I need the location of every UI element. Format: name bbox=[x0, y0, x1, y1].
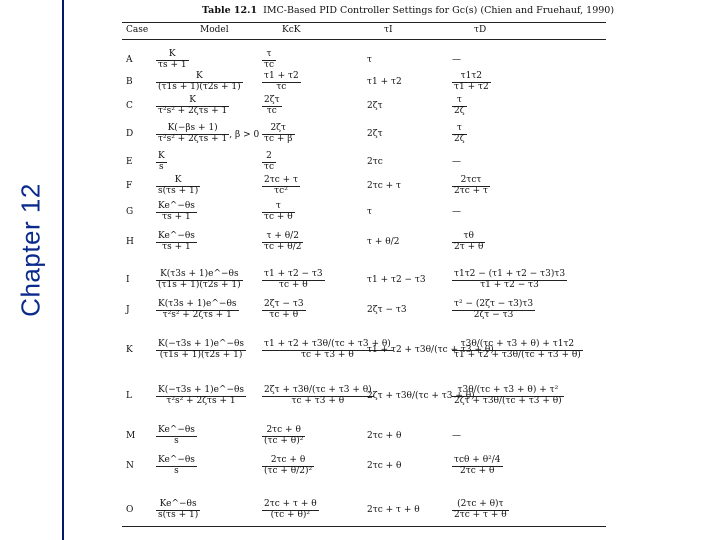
taud-fraction bbox=[452, 232, 485, 253]
kck-fraction-denominator: (τc + θ)² bbox=[270, 509, 310, 520]
row-kck bbox=[262, 232, 303, 253]
row-case: J bbox=[126, 305, 130, 315]
top-rule bbox=[122, 22, 606, 23]
model-fraction bbox=[156, 386, 246, 407]
row-kck bbox=[262, 96, 282, 117]
kck-fraction-numerator: 2τc + τ + θ bbox=[264, 499, 317, 509]
taud-value: — bbox=[452, 207, 461, 217]
model-fraction bbox=[156, 426, 197, 447]
model-fraction-numerator: K(τ3s + 1)e^−θs bbox=[156, 270, 243, 281]
model-fraction bbox=[156, 50, 189, 71]
model-fraction-denominator: τ²s² + 2ζτs + 1 bbox=[158, 133, 228, 144]
kck-fraction bbox=[262, 176, 300, 197]
kck-fraction-numerator: 2ζτ − τ3 bbox=[264, 299, 304, 309]
row-taud bbox=[452, 208, 461, 218]
kck-fraction-denominator: τc bbox=[264, 161, 275, 172]
kck-fraction-denominator: τc + τ3 + θ bbox=[291, 395, 345, 406]
row-taud bbox=[452, 386, 564, 407]
taud-fraction-denominator: τ1 + τ2 + τ3θ/(τc + τ3 + θ) bbox=[454, 349, 581, 360]
row-kck bbox=[262, 270, 325, 291]
row-taui: 2τc + θ bbox=[367, 431, 402, 441]
taud-fraction bbox=[452, 340, 583, 361]
row-taud bbox=[452, 158, 461, 168]
taud-fraction-denominator: τ1 + τ2 bbox=[454, 81, 489, 92]
row-kck bbox=[262, 176, 300, 197]
row-taui: 2ζτ bbox=[367, 101, 383, 111]
kck-fraction-denominator: (τc + θ)² bbox=[264, 435, 304, 446]
model-fraction-numerator: K(−βs + 1) bbox=[156, 124, 229, 135]
taud-fraction-denominator: 2τ + θ bbox=[454, 241, 484, 252]
header-model: Model bbox=[200, 25, 229, 35]
row-case: A bbox=[126, 55, 133, 65]
kck-fraction bbox=[262, 72, 301, 93]
taud-fraction-denominator: 2τc + τ + θ bbox=[454, 509, 507, 520]
row-case: N bbox=[126, 461, 134, 471]
row-model bbox=[156, 202, 197, 223]
row-case: H bbox=[126, 237, 134, 247]
taud-fraction-denominator: 2ζ bbox=[454, 105, 465, 116]
taud-fraction-denominator: 2ζτ − τ3 bbox=[473, 309, 514, 320]
model-fraction bbox=[156, 340, 246, 361]
header-taud: τD bbox=[474, 25, 487, 35]
kck-fraction bbox=[262, 270, 325, 291]
kck-fraction-numerator: 2τc + θ bbox=[262, 456, 314, 467]
row-case: F bbox=[126, 181, 133, 191]
taud-fraction-numerator: τ1τ2 bbox=[452, 72, 491, 83]
kck-fraction-numerator: 2ζτ bbox=[264, 95, 280, 105]
model-fraction-numerator: K(τ3s + 1)e^−θs bbox=[158, 299, 237, 309]
row-taud bbox=[452, 340, 583, 361]
taud-fraction bbox=[452, 270, 567, 291]
row-model bbox=[156, 72, 243, 93]
model-fraction-numerator: K bbox=[156, 176, 200, 187]
model-fraction-denominator: (τ1s + 1)(τ2s + 1) bbox=[159, 349, 243, 360]
row-taud bbox=[452, 500, 509, 521]
taud-fraction bbox=[452, 176, 490, 197]
taud-fraction bbox=[452, 456, 503, 477]
model-fraction-denominator: s(τs + 1) bbox=[158, 185, 199, 196]
kck-fraction-numerator: τ + θ/2 bbox=[262, 232, 303, 243]
taud-fraction-numerator: τ bbox=[452, 96, 467, 107]
row-taui: 2τc bbox=[367, 157, 383, 167]
model-fraction-denominator: τs + 1 bbox=[158, 59, 187, 70]
row-taui: 2ζτ − τ3 bbox=[367, 305, 407, 315]
kck-fraction-numerator: τ1 + τ2 − τ3 bbox=[264, 269, 323, 279]
row-case: G bbox=[126, 207, 134, 217]
row-kck bbox=[262, 300, 306, 321]
model-fraction-numerator: Ke^−θs bbox=[156, 500, 200, 511]
taud-fraction-numerator: τθ bbox=[452, 232, 485, 243]
model-fraction bbox=[156, 270, 243, 291]
row-taud bbox=[452, 270, 567, 291]
model-fraction-denominator: (τ1s + 1)(τ2s + 1) bbox=[158, 81, 241, 92]
row-taui: 2τc + θ bbox=[367, 461, 402, 471]
kck-fraction-denominator: τc bbox=[264, 59, 275, 70]
model-fraction-numerator: Ke^−θs bbox=[158, 231, 195, 241]
kck-fraction-denominator: τc² bbox=[274, 185, 288, 196]
model-fraction bbox=[156, 124, 229, 145]
header-case: Case bbox=[126, 25, 149, 35]
row-case: M bbox=[126, 431, 136, 441]
row-kck bbox=[262, 152, 276, 173]
row-kck bbox=[262, 50, 276, 71]
model-fraction-numerator: K(−τ3s + 1)e^−θs bbox=[158, 339, 245, 349]
row-model bbox=[156, 340, 246, 361]
model-fraction-denominator: s(τs + 1) bbox=[158, 509, 199, 520]
row-case: C bbox=[126, 101, 133, 111]
kck-fraction-numerator: 2 bbox=[262, 152, 276, 163]
model-fraction-denominator: (τ1s + 1)(τ2s + 1) bbox=[158, 279, 241, 290]
model-fraction bbox=[156, 300, 239, 321]
taud-fraction-numerator: τ3θ/(τc + τ3 + θ) + τ1τ2 bbox=[452, 340, 583, 351]
table-caption bbox=[202, 5, 615, 16]
model-fraction-denominator: τs + 1 bbox=[162, 241, 191, 252]
row-kck bbox=[262, 500, 319, 521]
kck-fraction-numerator: 2ζτ + τ3θ/(τc + τ3 + θ) bbox=[264, 385, 372, 395]
chapter-label: Chapter 12 bbox=[15, 183, 46, 317]
kck-fraction-denominator: τc bbox=[276, 81, 287, 92]
kck-fraction-numerator: 2τc + τ bbox=[264, 175, 298, 185]
taud-fraction-denominator: 2ζτ + τ3θ/(τc + τ3 + θ) bbox=[454, 395, 562, 406]
row-model bbox=[156, 300, 239, 321]
model-fraction-numerator: Ke^−θs bbox=[158, 425, 195, 435]
row-model bbox=[156, 176, 200, 197]
model-fraction-numerator: K bbox=[156, 72, 243, 83]
row-taui: τ1 + τ2 + τ3θ/(τc + τ3 + θ) bbox=[367, 345, 494, 355]
model-fraction bbox=[156, 96, 229, 117]
taud-fraction-denominator: 2τc + θ bbox=[460, 465, 495, 476]
taud-fraction bbox=[452, 500, 509, 521]
taud-value: — bbox=[452, 431, 461, 441]
header-rule bbox=[122, 39, 606, 40]
row-taud bbox=[452, 232, 485, 253]
taud-fraction-numerator: τ3θ/(τc + τ3 + θ) + τ² bbox=[452, 386, 564, 397]
bottom-rule bbox=[122, 526, 606, 527]
row-kck bbox=[262, 202, 295, 223]
taud-fraction-numerator: 2τcτ bbox=[452, 176, 490, 187]
row-taui: 2τc + τ + θ bbox=[367, 505, 420, 515]
row-taud bbox=[452, 56, 461, 66]
kck-fraction bbox=[262, 386, 374, 407]
kck-fraction bbox=[262, 96, 282, 117]
kck-fraction bbox=[262, 124, 295, 145]
row-model bbox=[156, 152, 167, 173]
row-case: E bbox=[126, 157, 133, 167]
kck-fraction-numerator: 2ζτ bbox=[262, 124, 295, 135]
row-taud bbox=[452, 176, 490, 197]
row-taui: τ + θ/2 bbox=[367, 237, 400, 247]
table-number: Table 12.1 bbox=[202, 5, 258, 16]
taud-fraction-numerator: τ bbox=[452, 124, 467, 135]
row-taui: 2ζτ bbox=[367, 129, 383, 139]
row-case: I bbox=[126, 275, 130, 285]
taud-fraction-numerator: τ1τ2 − (τ1 + τ2 − τ3)τ3 bbox=[454, 269, 566, 279]
table-title: IMC-Based PID Controller Settings for Gc(s) (Chien and Fruehauf, 1990) bbox=[263, 5, 615, 16]
model-fraction-numerator: K bbox=[158, 151, 165, 161]
row-taud bbox=[452, 96, 467, 117]
row-model bbox=[156, 500, 200, 521]
row-case: D bbox=[126, 129, 134, 139]
row-taud bbox=[452, 300, 535, 321]
model-fraction-denominator: s bbox=[159, 161, 164, 172]
row-case: K bbox=[126, 345, 133, 355]
row-taui: 2ζτ + τ3θ/(τc + τ3 + θ) bbox=[367, 391, 475, 401]
kck-fraction-denominator: τc + τ3 + θ bbox=[301, 349, 354, 360]
row-taui: τ bbox=[367, 55, 372, 65]
model-fraction bbox=[156, 72, 243, 93]
model-fraction-numerator: K bbox=[156, 50, 189, 61]
row-case: O bbox=[126, 505, 134, 515]
model-fraction bbox=[156, 500, 200, 521]
row-kck bbox=[262, 456, 314, 477]
row-model bbox=[156, 270, 243, 291]
kck-fraction bbox=[262, 202, 295, 223]
taud-fraction bbox=[452, 72, 491, 93]
kck-fraction bbox=[262, 500, 319, 521]
model-fraction bbox=[156, 176, 200, 197]
row-kck bbox=[262, 72, 301, 93]
model-fraction bbox=[156, 456, 197, 477]
taud-fraction bbox=[452, 386, 564, 407]
taud-fraction-denominator: 2τc + τ bbox=[454, 185, 488, 196]
row-taud bbox=[452, 432, 461, 442]
row-model bbox=[156, 50, 189, 71]
row-case: L bbox=[126, 391, 132, 401]
kck-fraction-denominator: τc + β bbox=[264, 133, 293, 144]
table-page bbox=[122, 5, 615, 532]
taud-value: — bbox=[452, 157, 461, 167]
kck-fraction-numerator: τ bbox=[262, 50, 276, 61]
taud-value: — bbox=[452, 55, 461, 65]
taud-fraction bbox=[452, 124, 467, 145]
taud-fraction-numerator: τcθ + θ²/4 bbox=[454, 455, 501, 465]
model-fraction-numerator: K bbox=[156, 96, 229, 107]
chapter-sidebar bbox=[0, 0, 64, 540]
row-taud bbox=[452, 124, 467, 145]
model-fraction-numerator: Ke^−θs bbox=[158, 201, 195, 211]
taud-fraction-numerator: τ² − (2ζτ − τ3)τ3 bbox=[454, 299, 534, 309]
kck-fraction-numerator: τ bbox=[262, 202, 295, 213]
header-kck: KcK bbox=[282, 25, 301, 35]
row-kck bbox=[262, 386, 374, 407]
taud-fraction-denominator: 2ζ bbox=[454, 133, 465, 144]
kck-fraction-denominator: τc + θ bbox=[264, 211, 293, 222]
row-case: B bbox=[126, 77, 133, 87]
row-taui: τ bbox=[367, 207, 372, 217]
row-model bbox=[156, 426, 197, 447]
kck-fraction-numerator: τ1 + τ2 + τ3θ/(τc + τ3 + θ) bbox=[264, 339, 391, 349]
model-fraction-denominator: s bbox=[174, 465, 179, 476]
row-kck bbox=[262, 124, 295, 145]
model-fraction-denominator: τ²s² + 2ζτs + 1 bbox=[166, 395, 236, 406]
row-model bbox=[156, 124, 259, 145]
taud-fraction-denominator: τ1 + τ2 − τ3 bbox=[480, 279, 539, 290]
row-taui: τ1 + τ2 bbox=[367, 77, 402, 87]
taud-fraction bbox=[452, 96, 467, 117]
row-model bbox=[156, 96, 229, 117]
kck-fraction-denominator: τc + θ bbox=[269, 309, 299, 320]
row-model bbox=[156, 386, 246, 407]
model-fraction bbox=[156, 232, 197, 253]
model-fraction-denominator: τs + 1 bbox=[162, 211, 191, 222]
row-kck bbox=[262, 426, 305, 447]
kck-fraction-numerator: τ1 + τ2 bbox=[264, 71, 299, 81]
model-fraction-denominator: τ²s² + 2ζτs + 1 bbox=[158, 105, 228, 116]
row-taud bbox=[452, 72, 491, 93]
taud-fraction-numerator: (2τc + θ)τ bbox=[452, 500, 509, 511]
model-fraction bbox=[156, 202, 197, 223]
kck-fraction-denominator: τc + θ/2 bbox=[264, 241, 302, 252]
kck-fraction bbox=[262, 426, 305, 447]
model-fraction-numerator: Ke^−θs bbox=[158, 455, 195, 465]
kck-fraction-denominator: τc + θ bbox=[278, 279, 308, 290]
kck-fraction-denominator: (τc + θ/2)² bbox=[264, 465, 313, 476]
kck-fraction bbox=[262, 50, 276, 71]
model-fraction-denominator: s bbox=[174, 435, 179, 446]
header-taui: τI bbox=[384, 25, 393, 35]
row-model bbox=[156, 232, 197, 253]
model-condition: , β > 0 bbox=[229, 129, 260, 140]
kck-fraction bbox=[262, 456, 314, 477]
row-taui: τ1 + τ2 − τ3 bbox=[367, 275, 426, 285]
kck-fraction-numerator: 2τc + θ bbox=[262, 426, 305, 437]
kck-fraction-denominator: τc bbox=[266, 105, 277, 116]
kck-fraction bbox=[262, 300, 306, 321]
model-fraction-denominator: τ²s² + 2ζτs + 1 bbox=[162, 309, 232, 320]
model-fraction-numerator: K(−τ3s + 1)e^−θs bbox=[158, 385, 245, 395]
row-taui: 2τc + τ bbox=[367, 181, 401, 191]
kck-fraction bbox=[262, 232, 303, 253]
row-taud bbox=[452, 456, 503, 477]
row-model bbox=[156, 456, 197, 477]
kck-fraction bbox=[262, 152, 276, 173]
taud-fraction bbox=[452, 300, 535, 321]
model-fraction bbox=[156, 152, 167, 173]
